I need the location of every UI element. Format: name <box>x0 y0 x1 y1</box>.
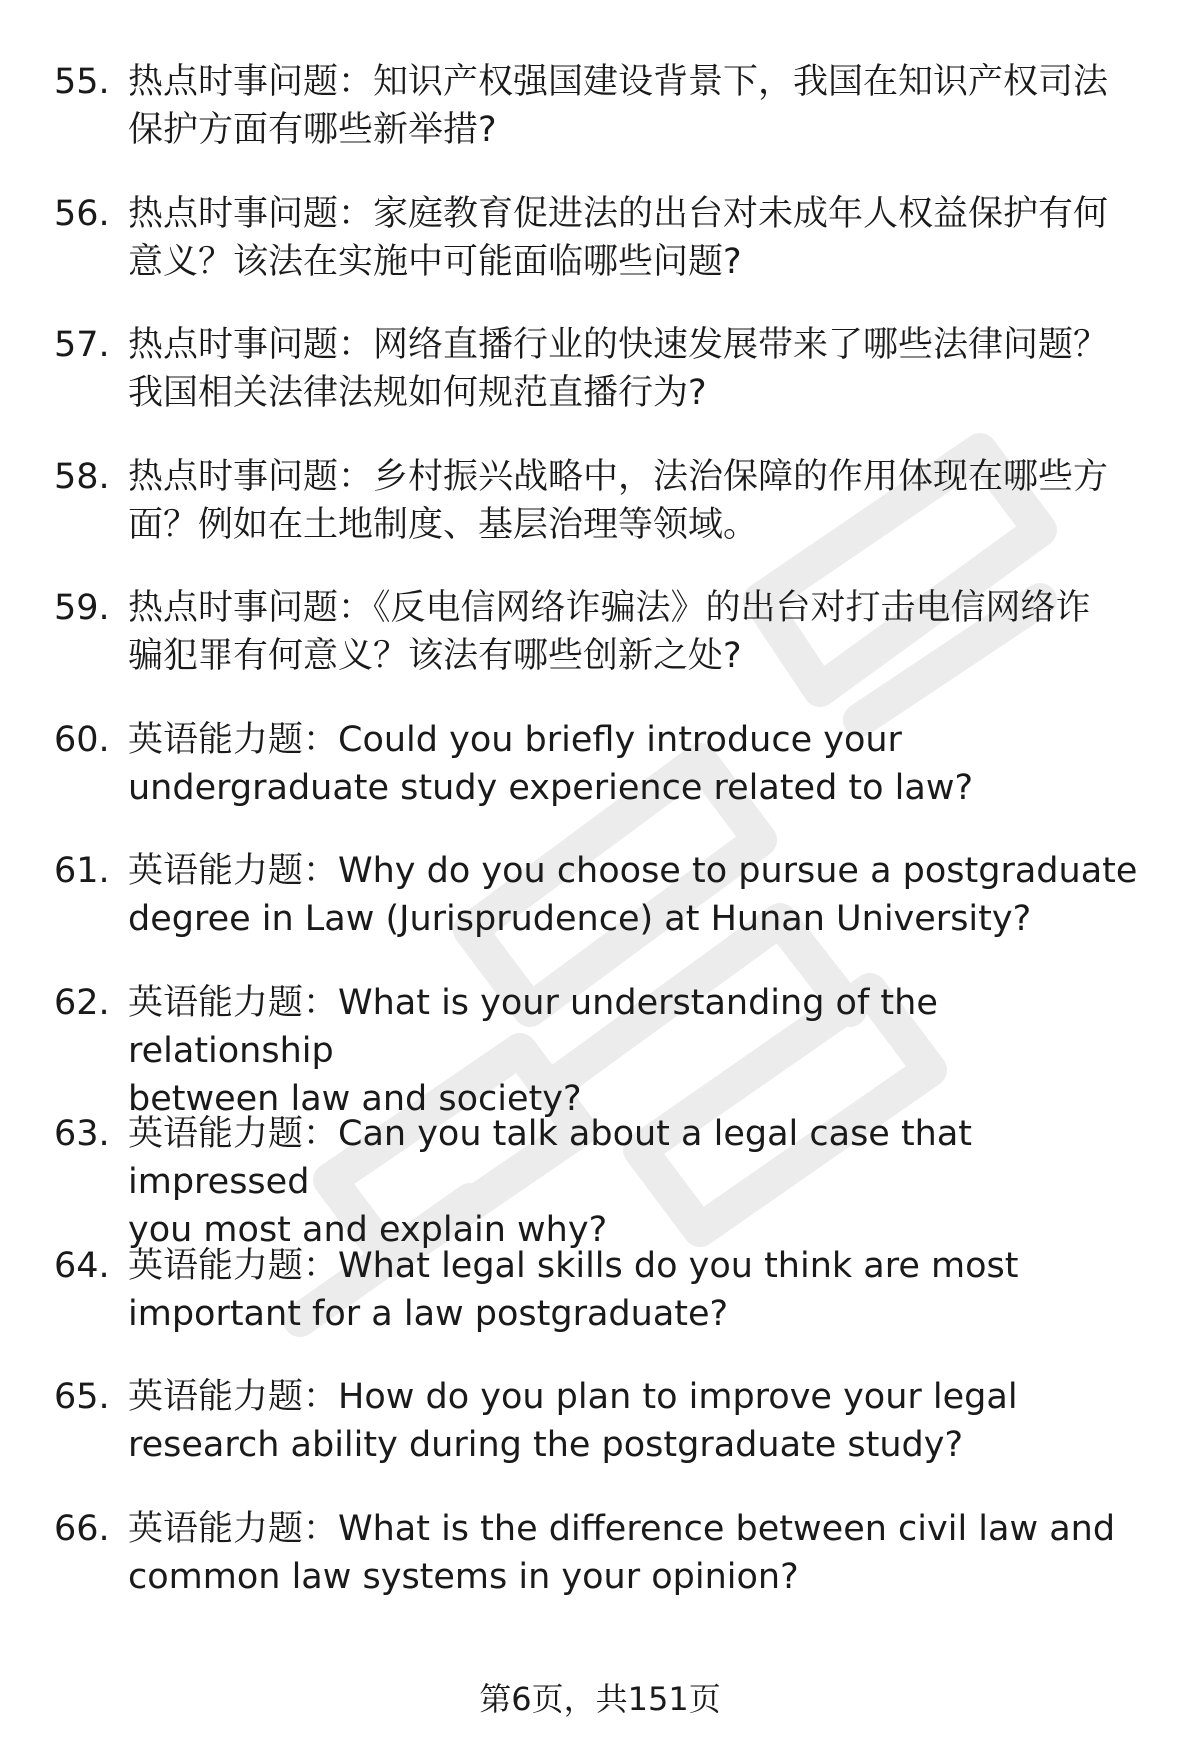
list-item <box>0 1505 1200 1637</box>
question-text: 英语能力题：What legal skills do you think are most important for a law postgraduate? <box>128 1245 1019 1334</box>
list-item <box>0 321 1200 453</box>
question-text: 热点时事问题：家庭教育促进法的出台对未成年人权益保护有何 意义？该法在实施中可能面临哪些问题? <box>128 193 1109 282</box>
question-text: 英语能力题：What is your understanding of the relationship between law and society? <box>128 982 938 1119</box>
question-text: 热点时事问题：知识产权强国建设背景下，我国在知识产权司法 保护方面有哪些新举措? <box>128 62 1109 150</box>
question-number: 57. <box>54 325 110 365</box>
question-number: 64. <box>54 1245 110 1286</box>
question-number: 60. <box>54 719 110 760</box>
list-item <box>0 58 1200 190</box>
question-text: 英语能力题：Could you briefly introduce your undergraduate study experience related to law? <box>128 719 974 808</box>
question-number: 59. <box>54 588 110 628</box>
list-item <box>0 1242 1200 1374</box>
list-item <box>0 847 1200 979</box>
list-item <box>0 453 1200 585</box>
question-number: 62. <box>54 982 110 1023</box>
question-number: 56. <box>54 193 110 234</box>
question-number: 58. <box>54 456 110 497</box>
list-item <box>0 716 1200 848</box>
question-text: 英语能力题：How do you plan to improve your legal research ability during the postgraduate study? <box>128 1377 1018 1465</box>
page-footer: 第6页，共151页 <box>479 1680 721 1718</box>
question-number: 63. <box>54 1114 110 1154</box>
question-text: 热点时事问题：《反电信网络诈骗法》的出台对打击电信网络诈 骗犯罪有何意义？该法有哪些创新之处? <box>128 588 1091 676</box>
question-number: 61. <box>54 851 110 891</box>
question-text: 英语能力题：Why do you choose to pursue a postgraduate degree in Law (Jurisprudence) at Hunan University? <box>128 851 1138 939</box>
list-item <box>0 190 1200 322</box>
question-number: 66. <box>54 1508 110 1549</box>
question-number: 65. <box>54 1377 110 1417</box>
question-list <box>0 58 1200 1636</box>
question-text: 英语能力题：Can you talk about a legal case that impressed you most and explain why? <box>128 1114 973 1250</box>
list-item <box>0 584 1200 716</box>
question-number: 55. <box>54 62 110 102</box>
question-text: 英语能力题：What is the difference between civil law and common law systems in your opinion? <box>128 1508 1116 1597</box>
question-text: 热点时事问题：乡村振兴战略中，法治保障的作用体现在哪些方 面？例如在土地制度、基层治理等领域。 <box>128 456 1109 545</box>
list-item <box>0 979 1200 1119</box>
question-text: 热点时事问题：网络直播行业的快速发展带来了哪些法律问题？ 我国相关法律法规如何规范直播行为? <box>128 325 1109 413</box>
list-item <box>0 1373 1200 1505</box>
list-item <box>0 1110 1200 1250</box>
